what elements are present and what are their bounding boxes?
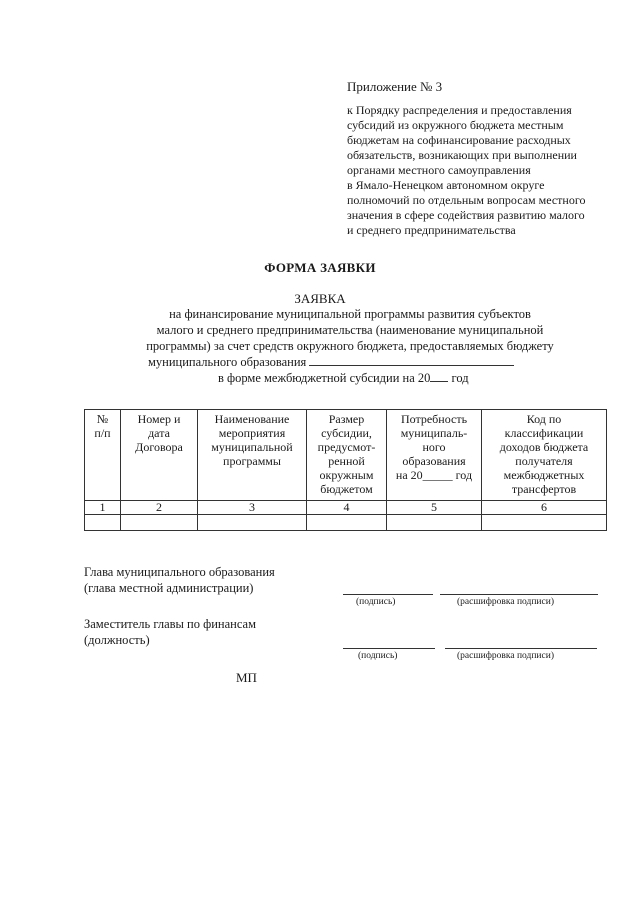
head-decoding-line bbox=[440, 594, 598, 595]
header-cell-code: Код по классификации доходов бюджета получателя межбюджетных трансфертов bbox=[482, 410, 607, 501]
column-number: 1 bbox=[85, 501, 121, 515]
appendix-line: значения в сфере содействия развитию малого bbox=[347, 208, 585, 222]
table-cell bbox=[198, 515, 307, 531]
application-line-5 bbox=[140, 370, 560, 386]
appendix-title: Приложение № 3 bbox=[347, 79, 443, 94]
application-line-2: малого и среднего предпринимательства (наименование муниципальной bbox=[156, 323, 544, 337]
head-title: Глава муниципального образования bbox=[84, 565, 275, 579]
head-signature-label bbox=[84, 564, 275, 596]
application-table bbox=[84, 409, 607, 531]
deputy-decoding-line bbox=[445, 648, 597, 649]
column-number: 2 bbox=[121, 501, 198, 515]
deputy-signature-line bbox=[343, 648, 435, 649]
column-number: 4 bbox=[307, 501, 387, 515]
application-description bbox=[140, 306, 560, 386]
table-cell bbox=[307, 515, 387, 531]
header-cell-number: № п/п bbox=[85, 410, 121, 501]
application-line-3: программы) за счет средств окружного бюджета, предоставляемых бюджету bbox=[146, 339, 554, 353]
stamp-place: МП bbox=[236, 670, 257, 685]
deputy-decoding-caption: (расшифровка подписи) bbox=[457, 651, 554, 661]
head-decoding-caption: (расшифровка подписи) bbox=[457, 597, 554, 607]
header-cell-need: Потребность муниципаль- ного образования на 20_____ год bbox=[387, 410, 482, 501]
table-cell bbox=[482, 515, 607, 531]
table-cell bbox=[387, 515, 482, 531]
table-cell bbox=[121, 515, 198, 531]
appendix-line: органами местного самоуправления bbox=[347, 163, 531, 177]
head-signature-caption: (подпись) bbox=[356, 597, 396, 607]
column-number: 6 bbox=[482, 501, 607, 515]
header-cell-contract: Номер и дата Договора bbox=[121, 410, 198, 501]
municipality-blank bbox=[309, 354, 514, 366]
appendix-line: и среднего предпринимательства bbox=[347, 223, 516, 237]
head-subtitle: (глава местной администрации) bbox=[84, 581, 254, 595]
appendix-line: обязательств, возникающих при выполнении bbox=[347, 148, 577, 162]
appendix-line: субсидий из окружного бюджета местным bbox=[347, 118, 564, 132]
header-cell-subsidy: Размер субсидии, предусмот- ренной окружным бюджетом bbox=[307, 410, 387, 501]
deputy-signature-label bbox=[84, 616, 256, 648]
municipality-label: муниципального образования bbox=[148, 355, 307, 369]
appendix-line: бюджетам на софинансирование расходных bbox=[347, 133, 571, 147]
head-signature-line bbox=[343, 594, 433, 595]
application-line-4 bbox=[140, 354, 560, 370]
column-number: 3 bbox=[198, 501, 307, 515]
form-heading: ФОРМА ЗАЯВКИ bbox=[264, 260, 376, 275]
year-prefix: в форме межбюджетной субсидии на 20 bbox=[218, 371, 431, 385]
table-column-number-row bbox=[85, 501, 607, 515]
appendix-line: к Порядку распределения и предоставления bbox=[347, 103, 572, 117]
table-header-row bbox=[85, 410, 607, 501]
header-cell-activity: Наименование мероприятия муниципальной программы bbox=[198, 410, 307, 501]
appendix-line: в Ямало-Ненецком автономном округе bbox=[347, 178, 545, 192]
appendix-line: полномочий по отдельным вопросам местного bbox=[347, 193, 586, 207]
deputy-title: Заместитель главы по финансам bbox=[84, 617, 256, 631]
deputy-signature-caption: (подпись) bbox=[358, 651, 398, 661]
table-row bbox=[85, 515, 607, 531]
appendix-text bbox=[347, 103, 617, 238]
table-cell bbox=[85, 515, 121, 531]
application-line-1: на финансирование муниципальной программы развития субъектов bbox=[169, 307, 531, 321]
application-title: ЗАЯВКА bbox=[294, 291, 346, 306]
year-suffix: год bbox=[451, 371, 469, 385]
deputy-subtitle: (должность) bbox=[84, 633, 150, 647]
year-blank bbox=[430, 370, 448, 382]
column-number: 5 bbox=[387, 501, 482, 515]
